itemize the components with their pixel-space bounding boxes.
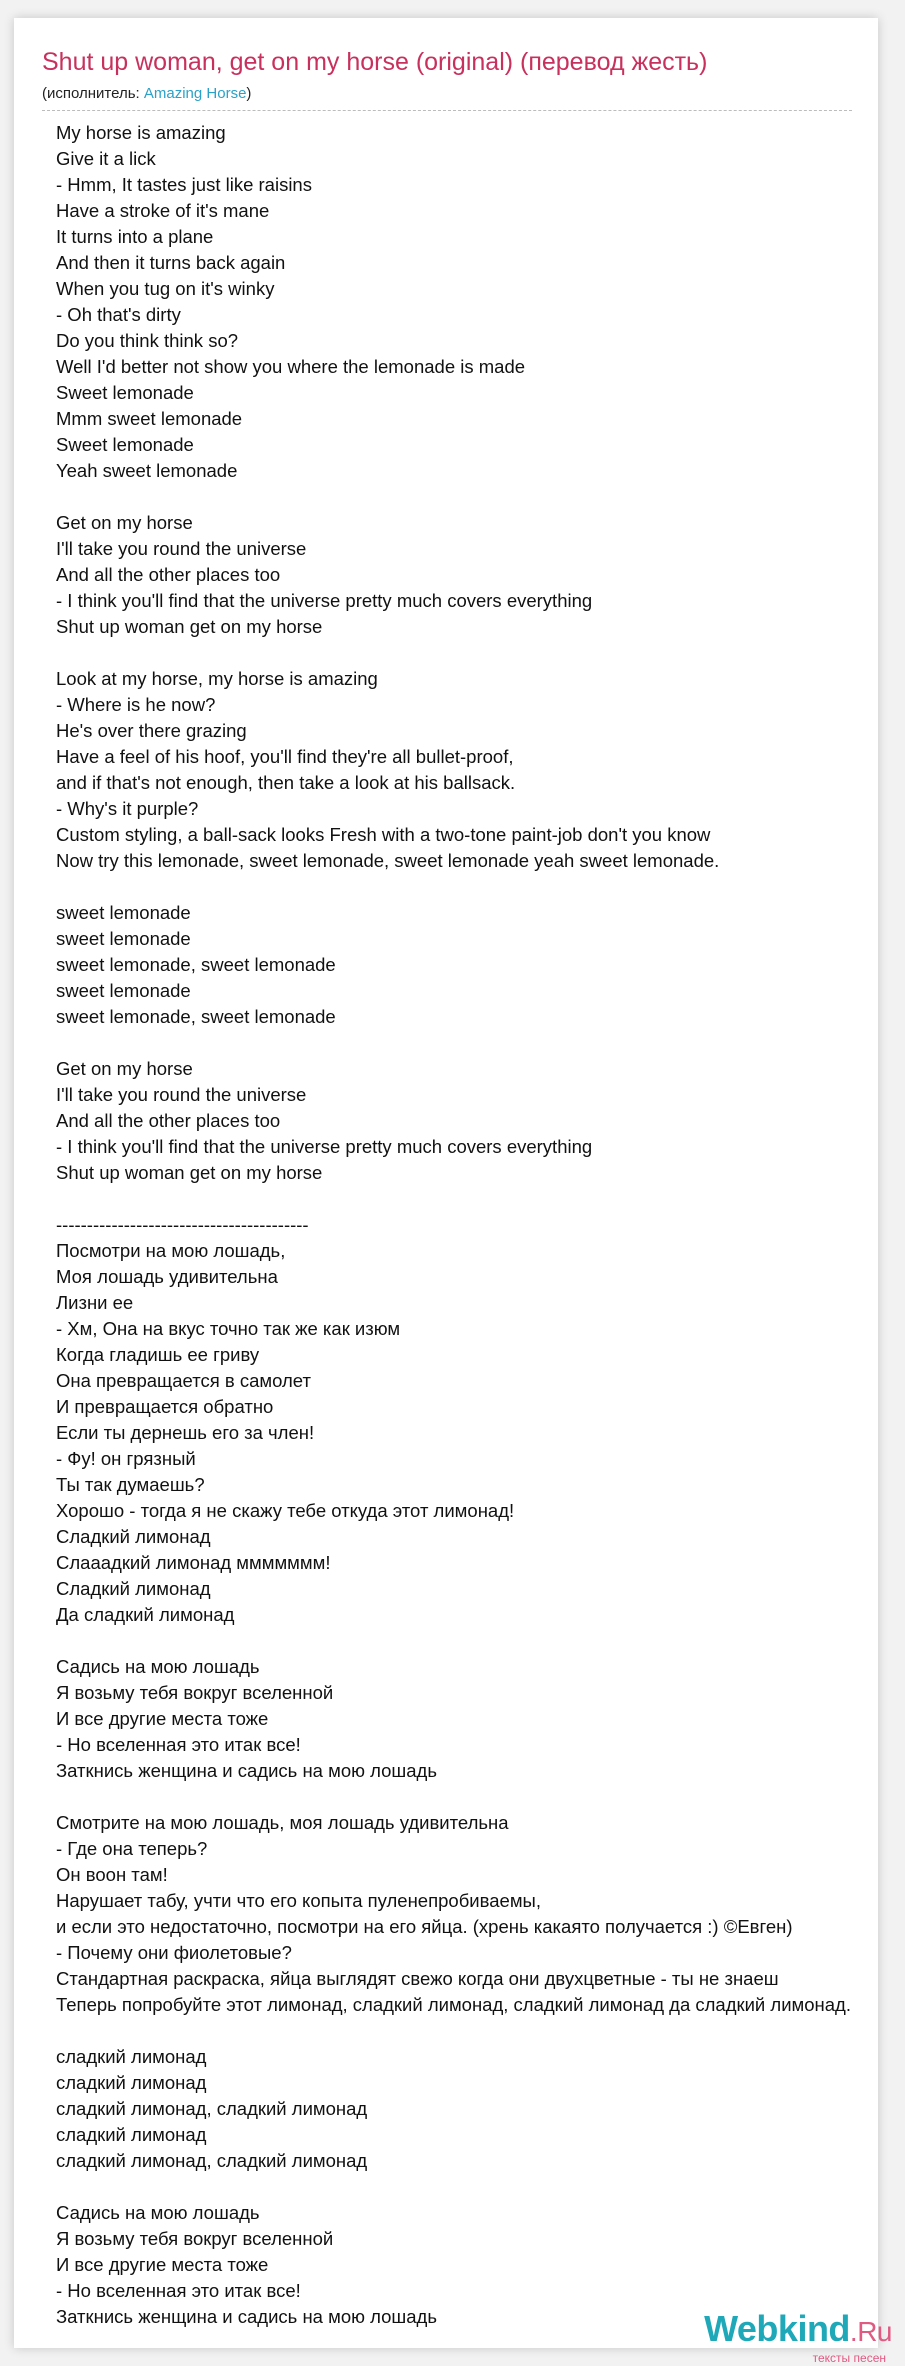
lyric-line: сладкий лимонад, сладкий лимонад xyxy=(56,2098,368,2119)
lyric-line: He's over there grazing xyxy=(56,720,247,741)
lyric-line: - I think you'll find that the universe pretty much covers everything xyxy=(56,1136,593,1157)
lyric-line: - Фу! он грязный xyxy=(56,1448,196,1469)
lyric-line: I'll take you round the universe xyxy=(56,538,307,559)
logo-suffix: .Ru xyxy=(849,2316,892,2347)
lyric-line: Теперь попробуйте этот лимонад, сладкий лимонад, сладкий лимонад да сладкий лимонад. xyxy=(56,1994,851,2015)
logo-tagline: тексты песен xyxy=(812,2351,886,2365)
lyric-line: Сладкий лимонад xyxy=(56,1578,211,1599)
lyric-line: и если это недостаточно, посмотри на его яйца. (хрень какаято получается :) ©Евген) xyxy=(56,1916,793,1937)
lyric-line xyxy=(56,2174,851,2200)
lyric-line: - Why's it purple? xyxy=(56,798,199,819)
lyric-line xyxy=(56,1628,851,1654)
lyric-line: ----------------------------------------- xyxy=(56,1214,309,1235)
lyric-line: сладкий лимонад xyxy=(56,2124,207,2145)
lyric-line xyxy=(56,1186,851,1212)
lyric-line: - Но вселенная это итак все! xyxy=(56,2280,301,2301)
lyric-line: Он воон там! xyxy=(56,1864,168,1885)
lyric-line: And all the other places too xyxy=(56,564,281,585)
lyric-line: Yeah sweet lemonade xyxy=(56,460,238,481)
lyric-line: сладкий лимонад, сладкий лимонад xyxy=(56,2150,368,2171)
lyric-line: сладкий лимонад xyxy=(56,2046,207,2067)
lyrics-text xyxy=(56,120,851,2330)
artist-link[interactable]: Amazing Horse xyxy=(143,85,247,102)
artist-suffix: ) xyxy=(246,85,252,102)
lyric-line: Сладкий лимонад xyxy=(56,1526,211,1547)
webkind-logo[interactable] xyxy=(702,2310,892,2366)
lyric-line: Хорошо - тогда я не скажу тебе откуда этот лимонад! xyxy=(56,1500,515,1521)
lyric-line xyxy=(56,484,851,510)
lyric-line: И все другие места тоже xyxy=(56,2254,269,2275)
lyric-line: Custom styling, a ball-sack looks Fresh with a two-tone paint-job don't you know xyxy=(56,824,711,845)
lyric-line: sweet lemonade, sweet lemonade xyxy=(56,954,336,975)
lyric-line: Заткнись женщина и садись на мою лошадь xyxy=(56,2306,437,2327)
lyric-line: When you tug on it's winky xyxy=(56,278,275,299)
lyric-line: Посмотри на мою лошадь, xyxy=(56,1240,286,1261)
lyric-line xyxy=(56,2018,851,2044)
lyric-line: И все другие места тоже xyxy=(56,1708,269,1729)
lyric-line: Do you think think so? xyxy=(56,330,239,351)
lyric-line: Shut up woman get on my horse xyxy=(56,616,323,637)
lyric-line: Get on my horse xyxy=(56,512,193,533)
lyric-line: Если ты дернешь его за член! xyxy=(56,1422,315,1443)
lyric-line: Sweet lemonade xyxy=(56,434,194,455)
lyric-line: Моя лошадь удивительна xyxy=(56,1266,278,1287)
lyric-line xyxy=(56,874,851,900)
lyric-line: And all the other places too xyxy=(56,1110,281,1131)
lyric-line: - Oh that's dirty xyxy=(56,304,181,325)
lyric-line: It turns into a plane xyxy=(56,226,214,247)
lyric-line: сладкий лимонад xyxy=(56,2072,207,2093)
lyric-line: Стандартная раскраска, яйца выглядят свежо когда они двухцветные - ты не знаеш xyxy=(56,1968,779,1989)
artist-prefix: (исполнитель: xyxy=(42,85,144,102)
lyric-line: Заткнись женщина и садись на мою лошадь xyxy=(56,1760,437,1781)
lyric-line: - I think you'll find that the universe pretty much covers everything xyxy=(56,590,593,611)
lyric-line: - Хм, Она на вкус точно так же как изюм xyxy=(56,1318,401,1339)
lyric-line: Смотрите на мою лошадь, моя лошадь удивительна xyxy=(56,1812,509,1833)
lyric-line: Have a stroke of it's mane xyxy=(56,200,270,221)
lyric-line: Now try this lemonade, sweet lemonade, sweet lemonade yeah sweet lemonade. xyxy=(56,850,720,871)
lyric-line: Лизни ее xyxy=(56,1292,134,1313)
lyric-line: Садись на мою лошадь xyxy=(56,2202,260,2223)
lyric-line: Shut up woman get on my horse xyxy=(56,1162,323,1183)
lyrics-card xyxy=(14,18,892,2365)
lyric-line: Ты так думаешь? xyxy=(56,1474,205,1495)
lyric-line xyxy=(56,1784,851,1810)
lyric-line: - Where is he now? xyxy=(56,694,216,715)
lyric-line: Get on my horse xyxy=(56,1058,193,1079)
lyric-line xyxy=(56,640,851,666)
lyric-line: Give it a lick xyxy=(56,148,156,169)
lyric-line: sweet lemonade, sweet lemonade xyxy=(56,1006,336,1027)
lyric-line: sweet lemonade xyxy=(56,902,191,923)
lyric-line: Look at my horse, my horse is amazing xyxy=(56,668,378,689)
lyric-line: И превращается обратно xyxy=(56,1396,274,1417)
lyric-line: - Hmm, It tastes just like raisins xyxy=(56,174,312,195)
lyric-line: Слааадкий лимонад ммммммм! xyxy=(56,1552,331,1573)
logo-main-text: Webkind xyxy=(704,2308,850,2349)
lyric-line: - Но вселенная это итак все! xyxy=(56,1734,301,1755)
lyric-line: and if that's not enough, then take a look at his ballsack. xyxy=(56,772,516,793)
lyric-line: Я возьму тебя вокруг вселенной xyxy=(56,2228,334,2249)
lyric-line: Когда гладишь ее гриву xyxy=(56,1344,260,1365)
lyric-line: - Где она теперь? xyxy=(56,1838,208,1859)
lyric-line: Sweet lemonade xyxy=(56,382,194,403)
lyric-line: Have a feel of his hoof, you'll find they're all bullet-proof, xyxy=(56,746,514,767)
header-divider xyxy=(42,110,852,111)
lyric-line: sweet lemonade xyxy=(56,928,191,949)
lyric-line xyxy=(56,1030,851,1056)
lyric-line: And then it turns back again xyxy=(56,252,286,273)
lyric-line: Well I'd better not show you where the lemonade is made xyxy=(56,356,526,377)
lyric-line: - Почему они фиолетовые? xyxy=(56,1942,292,1963)
lyric-line: Садись на мою лошадь xyxy=(56,1656,260,1677)
lyric-line: Mmm sweet lemonade xyxy=(56,408,243,429)
lyric-line: Нарушает табу, учти что его копыта пуленепробиваемы, xyxy=(56,1890,541,1911)
page-title: Shut up woman, get on my horse (original) (перевод жесть) xyxy=(42,48,708,76)
lyric-line: My horse is amazing xyxy=(56,122,226,143)
lyric-line: Я возьму тебя вокруг вселенной xyxy=(56,1682,334,1703)
logo-wordmark xyxy=(702,2310,892,2351)
lyric-line: I'll take you round the universe xyxy=(56,1084,307,1105)
lyric-line: sweet lemonade xyxy=(56,980,191,1001)
lyric-line: Да сладкий лимонад xyxy=(56,1604,235,1625)
lyric-line: Она превращается в самолет xyxy=(56,1370,311,1391)
artist-line xyxy=(42,84,251,104)
